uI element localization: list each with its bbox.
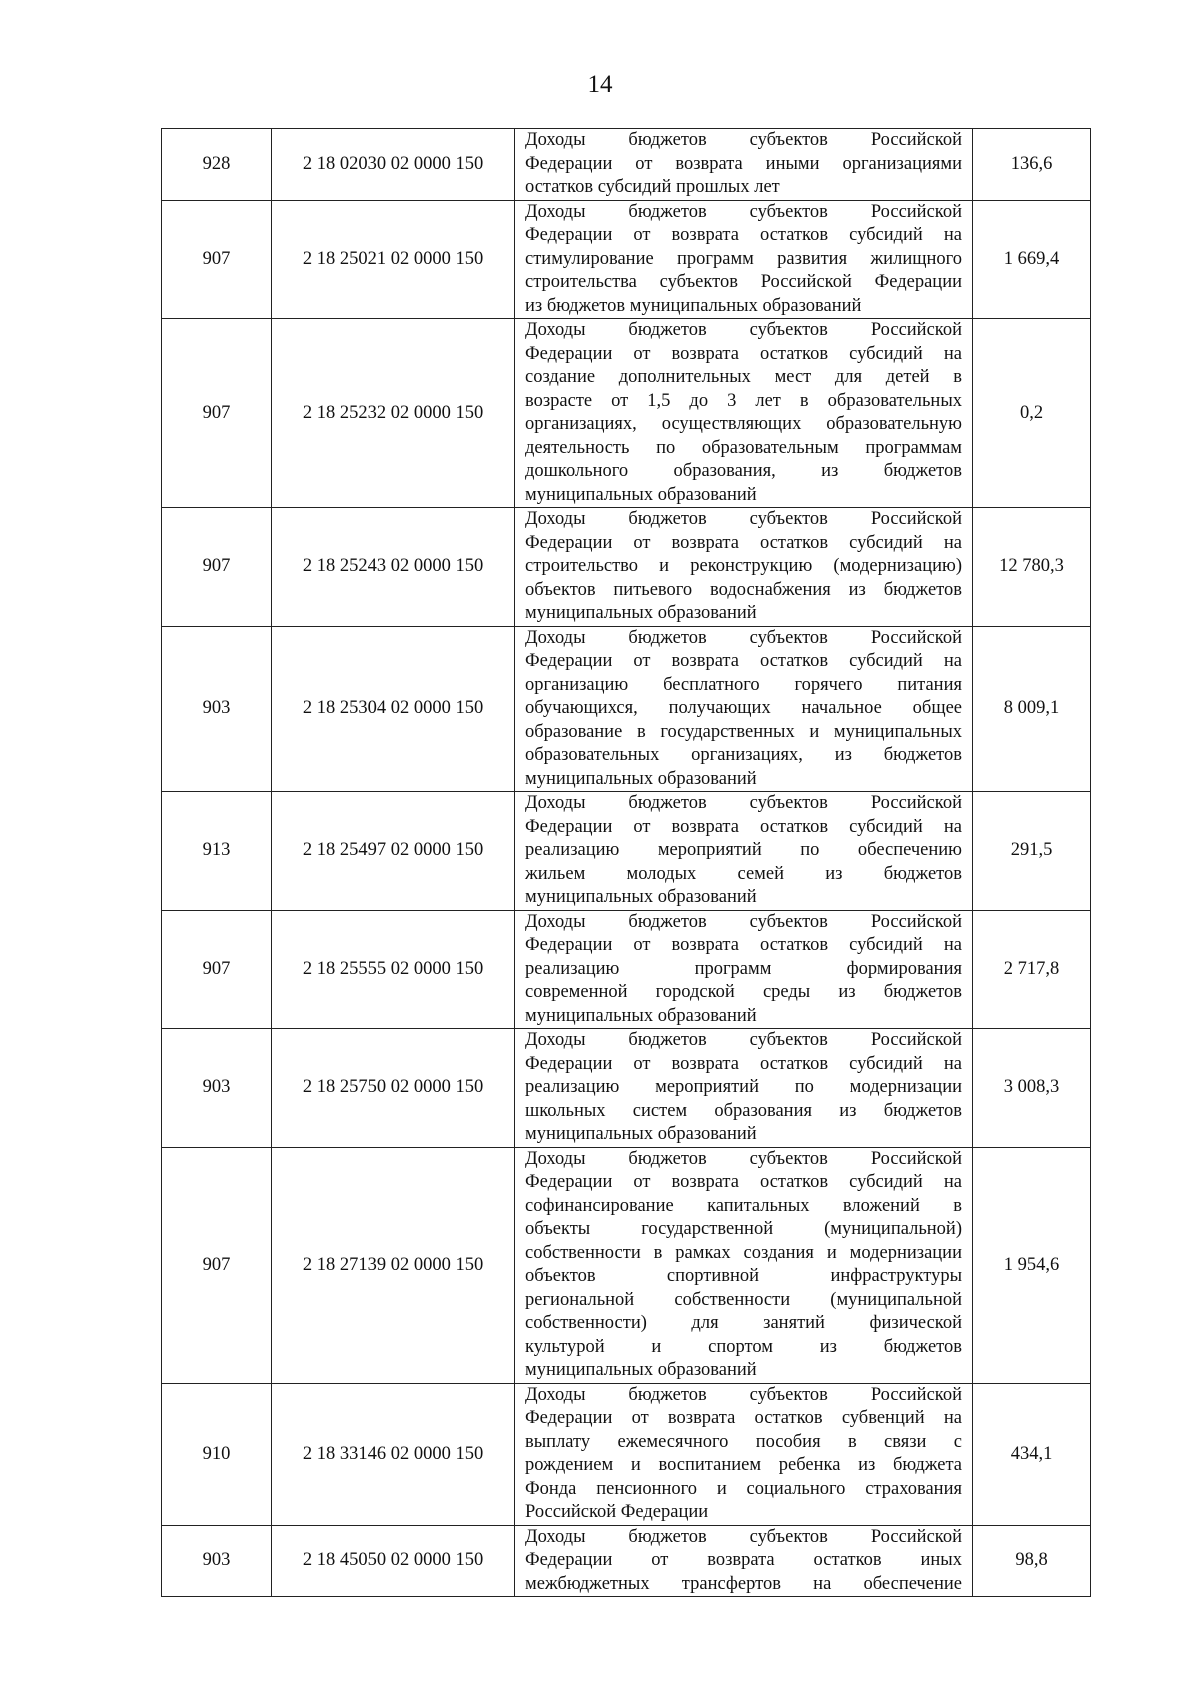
admin-code-cell: 907 bbox=[162, 508, 272, 627]
description-line: муниципальных образований bbox=[525, 1124, 757, 1144]
revenue-code-cell: 2 18 25021 02 0000 150 bbox=[272, 200, 515, 319]
revenue-code-cell: 2 18 25555 02 0000 150 bbox=[272, 910, 515, 1029]
description-line: муниципальных образований bbox=[525, 484, 757, 505]
admin-code-cell: 903 bbox=[162, 1029, 272, 1148]
amount-cell: 1 669,4 bbox=[973, 200, 1091, 319]
description-line: муниципальных образований bbox=[525, 887, 757, 907]
revenue-code-cell: 2 18 25497 02 0000 150 bbox=[272, 792, 515, 911]
description-line: Доходы бюджетов субъектов Российской bbox=[525, 793, 962, 813]
table-row bbox=[162, 200, 1091, 319]
table-row bbox=[162, 910, 1091, 1029]
budget-revenue-table bbox=[161, 128, 1091, 1597]
description-line: софинансирование капитальных вложений в bbox=[525, 1195, 962, 1216]
admin-code-cell: 913 bbox=[162, 792, 272, 911]
revenue-description-cell bbox=[515, 1029, 973, 1148]
table-row bbox=[162, 1383, 1091, 1525]
description-line: муниципальных образований bbox=[525, 1005, 757, 1026]
description-line: муниципальных образований bbox=[525, 1360, 757, 1380]
table-row bbox=[162, 129, 1091, 201]
description-line: Федерации от возврата остатков субсидий на bbox=[525, 225, 962, 245]
revenue-description-cell bbox=[515, 1147, 973, 1383]
description-line: рождением и воспитанием ребенка из бюджета bbox=[525, 1455, 962, 1475]
amount-cell: 8 009,1 bbox=[973, 626, 1091, 792]
page-number: 14 bbox=[587, 71, 613, 98]
description-line: выплату ежемесячного пособия в связи с bbox=[525, 1431, 962, 1452]
description-line: реализацию программ формирования bbox=[525, 958, 962, 979]
amount-cell: 1 954,6 bbox=[973, 1147, 1091, 1383]
revenue-description-cell bbox=[515, 910, 973, 1029]
revenue-code-cell: 2 18 33146 02 0000 150 bbox=[272, 1383, 515, 1525]
revenue-code-cell: 2 18 25232 02 0000 150 bbox=[272, 319, 515, 508]
description-line: из бюджетов муниципальных образований bbox=[525, 295, 862, 316]
revenue-description-cell bbox=[515, 508, 973, 627]
description-line: Российской Федерации bbox=[525, 1502, 709, 1522]
revenue-description-cell bbox=[515, 626, 973, 792]
description-line: организациях, осуществляющих образовательную bbox=[525, 414, 962, 434]
description-line: реализацию мероприятий по обеспечению bbox=[525, 840, 962, 860]
description-line: Доходы бюджетов субъектов Российской bbox=[525, 1526, 962, 1547]
description-line: муниципальных образований bbox=[525, 768, 757, 789]
revenue-description-cell bbox=[515, 200, 973, 319]
description-line: Доходы бюджетов субъектов Российской bbox=[525, 1384, 962, 1405]
description-line: Федерации от возврата остатков субсидий на bbox=[525, 1053, 962, 1074]
description-line: межбюджетных трансфертов на обеспечение bbox=[525, 1573, 962, 1594]
description-line: Федерации от возврата остатков субсидий на bbox=[525, 532, 962, 553]
admin-code-cell: 910 bbox=[162, 1383, 272, 1525]
amount-cell: 0,2 bbox=[973, 319, 1091, 508]
description-line: Доходы бюджетов субъектов Российской bbox=[525, 509, 962, 529]
description-line: стимулирование программ развития жилищного bbox=[525, 248, 962, 269]
description-line: остатков субсидий прошлых лет bbox=[525, 177, 780, 197]
description-line: собственности) для занятий физической bbox=[525, 1313, 962, 1333]
description-line: школьных систем образования из бюджетов bbox=[525, 1100, 962, 1121]
amount-cell: 98,8 bbox=[973, 1525, 1091, 1597]
amount-cell: 291,5 bbox=[973, 792, 1091, 911]
revenue-code-cell: 2 18 02030 02 0000 150 bbox=[272, 129, 515, 201]
amount-cell: 136,6 bbox=[973, 129, 1091, 201]
description-line: возрасте от 1,5 до 3 лет в образовательных bbox=[525, 390, 962, 411]
description-line: создание дополнительных мест для детей в bbox=[525, 367, 962, 387]
description-line: культурой и спортом из бюджетов bbox=[525, 1336, 962, 1357]
description-line: Федерации от возврата остатков субсидий на bbox=[525, 935, 962, 955]
description-line: Доходы бюджетов субъектов Российской bbox=[525, 911, 962, 932]
description-line: образование в государственных и муниципальных bbox=[525, 721, 962, 742]
admin-code-cell: 907 bbox=[162, 200, 272, 319]
amount-cell: 12 780,3 bbox=[973, 508, 1091, 627]
description-line: объектов спортивной инфраструктуры bbox=[525, 1266, 962, 1286]
description-line: муниципальных образований bbox=[525, 603, 757, 623]
description-line: Федерации от возврата остатков субсидий на bbox=[525, 651, 962, 671]
description-line: Фонда пенсионного и социального страхования bbox=[525, 1478, 962, 1499]
revenue-code-cell: 2 18 25243 02 0000 150 bbox=[272, 508, 515, 627]
description-line: Доходы бюджетов субъектов Российской bbox=[525, 627, 962, 648]
table-body bbox=[162, 129, 1091, 1597]
revenue-description-cell bbox=[515, 792, 973, 911]
description-line: реализацию мероприятий по модернизации bbox=[525, 1077, 962, 1097]
description-line: региональной собственности (муниципальной bbox=[525, 1289, 962, 1310]
description-line: Доходы бюджетов субъектов Российской bbox=[525, 201, 962, 222]
description-line: Федерации от возврата остатков субвенций на bbox=[525, 1408, 962, 1428]
description-line: Федерации от возврата остатков иных bbox=[525, 1550, 962, 1570]
description-line: Федерации от возврата иными организациями bbox=[525, 153, 962, 174]
revenue-description-cell bbox=[515, 1383, 973, 1525]
description-line: современной городской среды из бюджетов bbox=[525, 982, 962, 1002]
description-line: строительство и реконструкцию (модернизацию) bbox=[525, 556, 962, 576]
description-line: собственности в рамках создания и модернизации bbox=[525, 1242, 962, 1263]
description-line: деятельность по образовательным программам bbox=[525, 437, 962, 458]
description-line: организацию бесплатного горячего питания bbox=[525, 674, 962, 695]
description-line: Федерации от возврата остатков субсидий на bbox=[525, 816, 962, 837]
description-line: жильем молодых семей из бюджетов bbox=[525, 863, 962, 884]
admin-code-cell: 928 bbox=[162, 129, 272, 201]
admin-code-cell: 907 bbox=[162, 319, 272, 508]
description-line: Доходы бюджетов субъектов Российской bbox=[525, 1030, 962, 1050]
amount-cell: 2 717,8 bbox=[973, 910, 1091, 1029]
description-line: дошкольного образования, из бюджетов bbox=[525, 461, 962, 481]
revenue-code-cell: 2 18 27139 02 0000 150 bbox=[272, 1147, 515, 1383]
table-row bbox=[162, 792, 1091, 911]
table-row bbox=[162, 319, 1091, 508]
revenue-description-cell bbox=[515, 129, 973, 201]
admin-code-cell: 903 bbox=[162, 626, 272, 792]
revenue-code-cell: 2 18 45050 02 0000 150 bbox=[272, 1525, 515, 1597]
description-line: объектов питьевого водоснабжения из бюджетов bbox=[525, 579, 962, 600]
admin-code-cell: 903 bbox=[162, 1525, 272, 1597]
description-line: Федерации от возврата остатков субсидий на bbox=[525, 1172, 962, 1192]
table-row bbox=[162, 508, 1091, 627]
description-line: Доходы бюджетов субъектов Российской bbox=[525, 320, 962, 340]
description-line: Доходы бюджетов субъектов Российской bbox=[525, 1148, 962, 1169]
description-line: Федерации от возврата остатков субсидий на bbox=[525, 343, 962, 364]
description-line: образовательных организациях, из бюджетов bbox=[525, 745, 962, 765]
description-line: Доходы бюджетов субъектов Российской bbox=[525, 130, 962, 150]
amount-cell: 3 008,3 bbox=[973, 1029, 1091, 1148]
revenue-description-cell bbox=[515, 1525, 973, 1597]
admin-code-cell: 907 bbox=[162, 910, 272, 1029]
description-line: обучающихся, получающих начальное общее bbox=[525, 698, 962, 718]
table-row bbox=[162, 626, 1091, 792]
table-row bbox=[162, 1525, 1091, 1597]
description-line: объекты государственной (муниципальной) bbox=[525, 1219, 962, 1239]
table-row bbox=[162, 1029, 1091, 1148]
revenue-description-cell bbox=[515, 319, 973, 508]
admin-code-cell: 907 bbox=[162, 1147, 272, 1383]
amount-cell: 434,1 bbox=[973, 1383, 1091, 1525]
description-line: строительства субъектов Российской Федерации bbox=[525, 272, 962, 292]
revenue-code-cell: 2 18 25750 02 0000 150 bbox=[272, 1029, 515, 1148]
table-row bbox=[162, 1147, 1091, 1383]
revenue-code-cell: 2 18 25304 02 0000 150 bbox=[272, 626, 515, 792]
